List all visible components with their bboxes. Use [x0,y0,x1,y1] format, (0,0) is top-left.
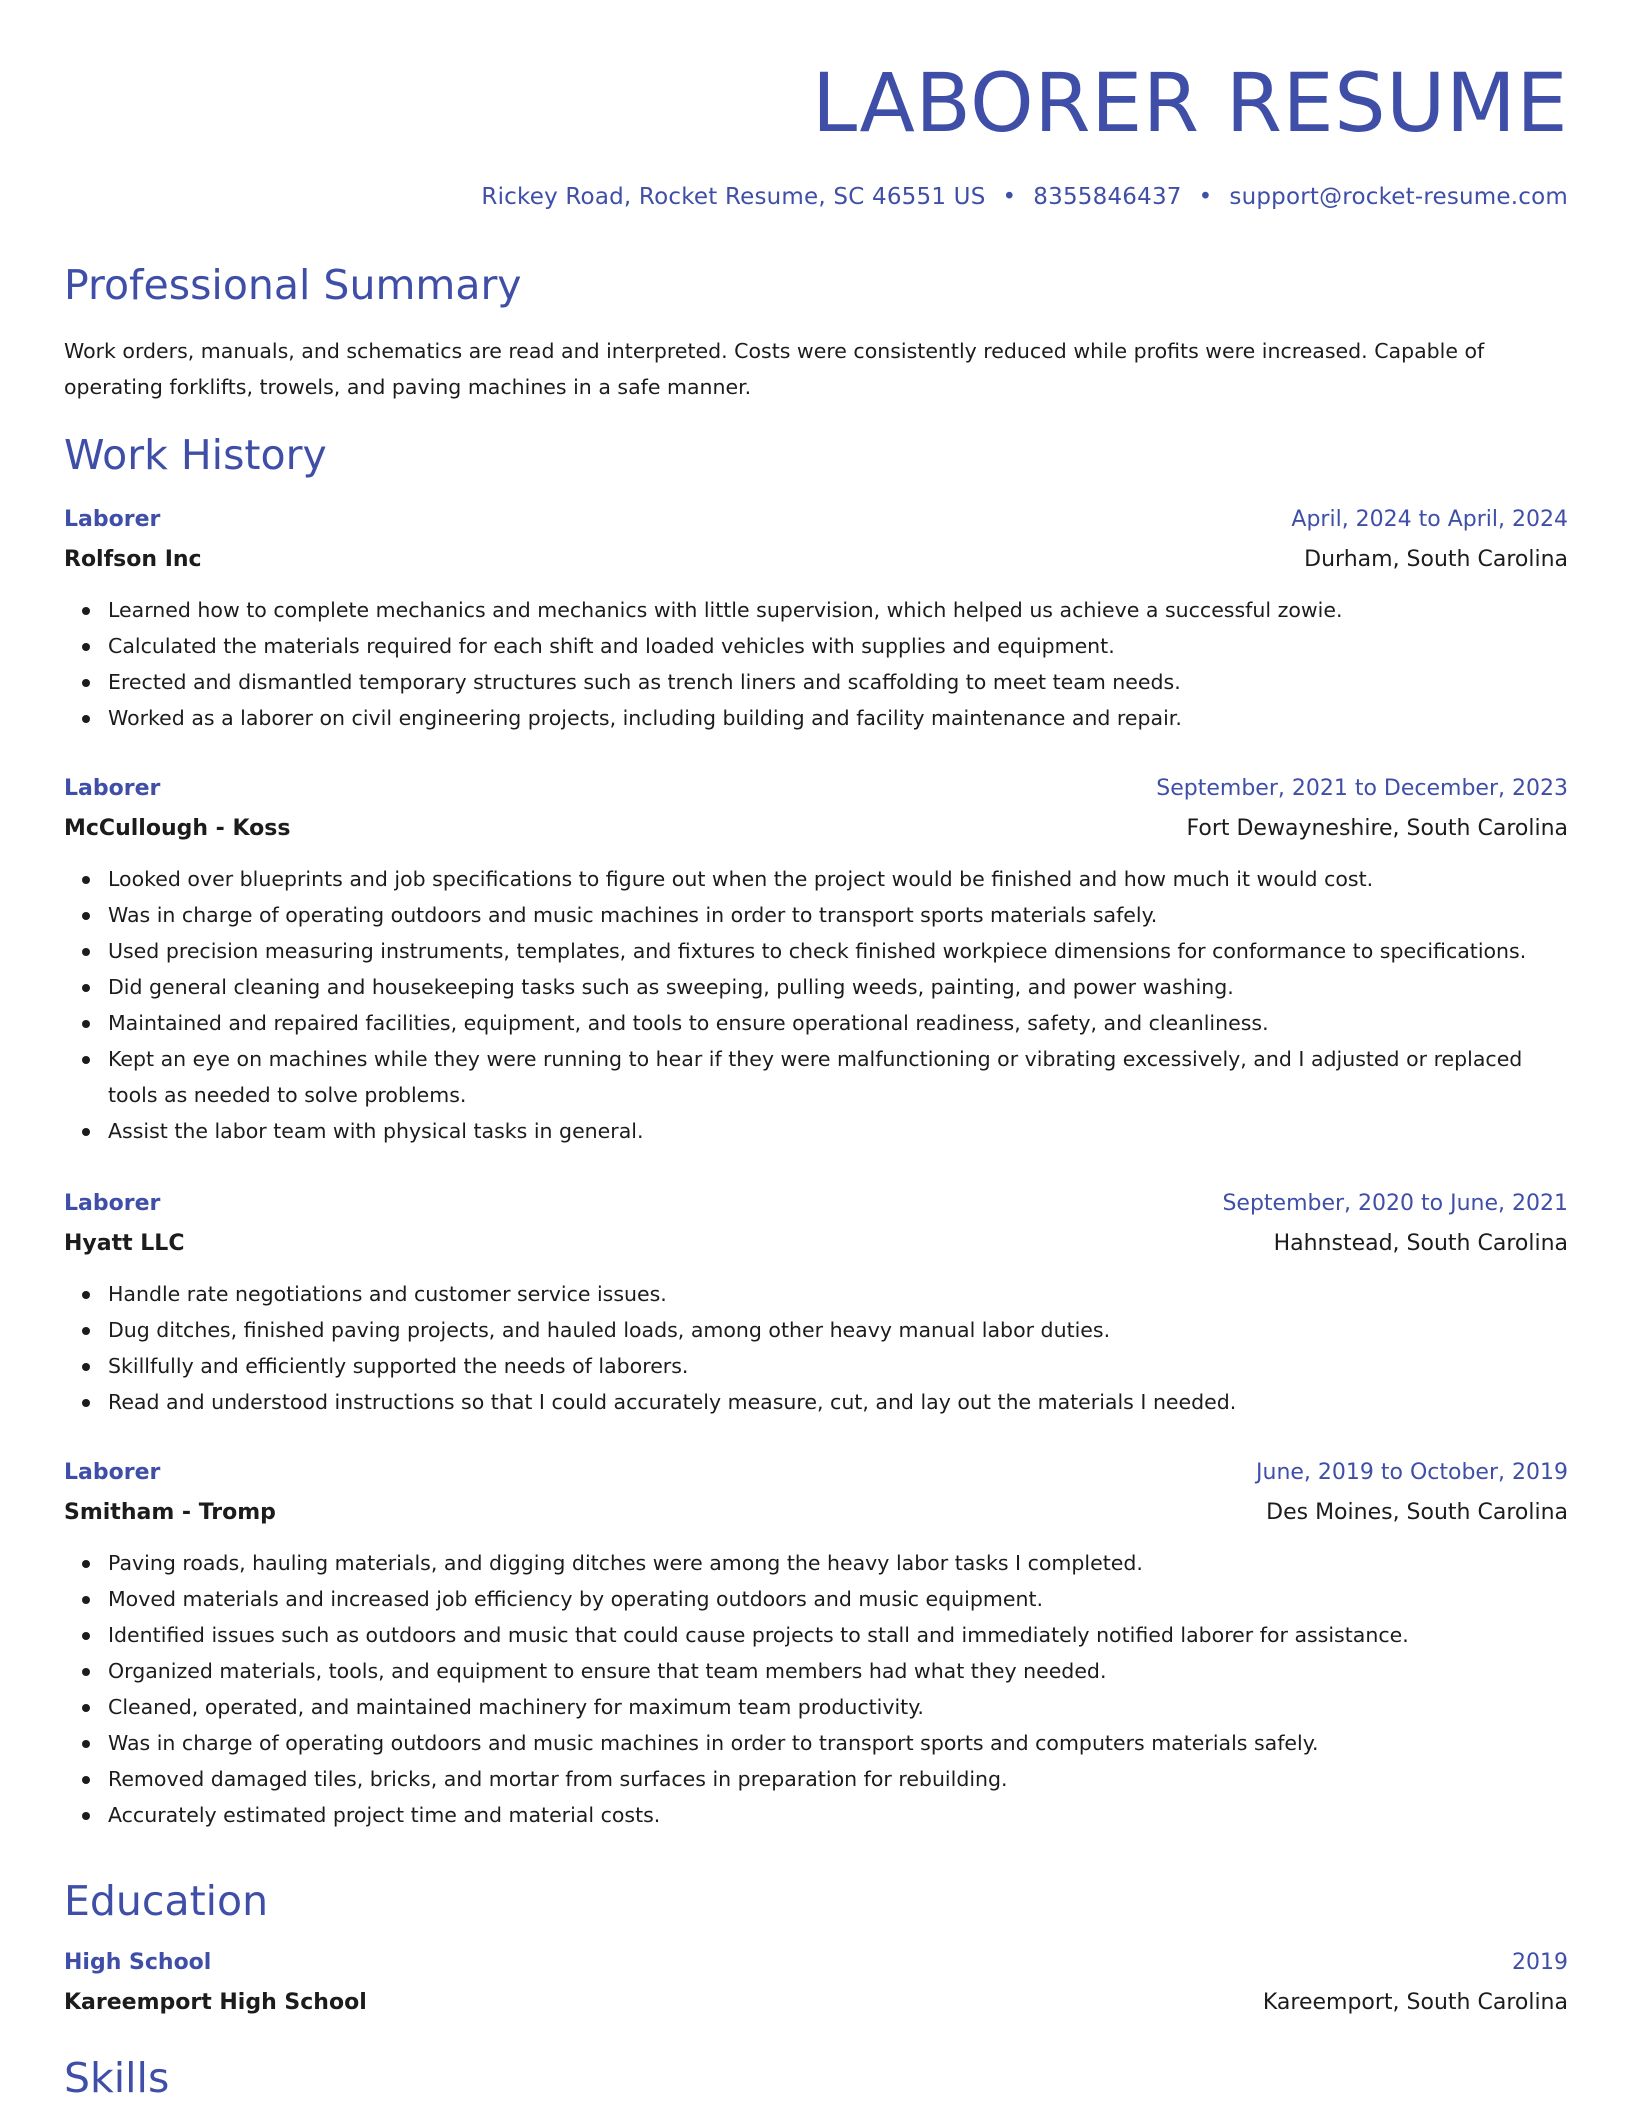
job-bullet-list [64,861,1568,1149]
job-bullet: Accurately estimated project time and material costs. [108,1797,1568,1833]
job-bullet: Looked over blueprints and job specifications to figure out when the project would be finished and how much it would cost. [108,861,1568,897]
job-bullet: Moved materials and increased job efficiency by operating outdoors and music equipment. [108,1581,1568,1617]
contact-line [481,181,1568,213]
job-bullet: Assist the labor team with physical tasks in general. [108,1113,1568,1149]
job-bullet-list [64,1545,1568,1833]
education-school-row [64,1983,1568,2023]
job-title-row [64,769,1568,809]
job-bullet: Removed damaged tiles, bricks, and mortar from surfaces in preparation for rebuilding. [108,1761,1568,1797]
job-dates: September, 2021 to December, 2023 [1156,776,1568,801]
summary-heading: Professional Summary [64,261,522,309]
job-bullet: Was in charge of operating outdoors and music machines in order to transport sports materials safely. [108,897,1568,933]
job-company: Hyatt LLC [64,1231,185,1256]
job-company: Smitham - Tromp [64,1500,276,1525]
contact-address: Rickey Road, Rocket Resume, SC 46551 US [481,184,986,210]
education-school: Kareemport High School [64,1990,367,2015]
job-title-row [64,500,1568,540]
job-entry [64,769,1568,1149]
job-role: Laborer [64,1460,161,1485]
skills-heading: Skills [64,2054,170,2102]
work-history-heading: Work History [64,431,327,479]
resume-title: LABORER RESUME [811,57,1568,151]
job-bullet: Organized materials, tools, and equipment to ensure that team members had what they needed. [108,1653,1568,1689]
job-dates: June, 2019 to October, 2019 [1256,1460,1568,1485]
job-bullet: Read and understood instructions so that I could accurately measure, cut, and lay out the materials I needed. [108,1384,1568,1420]
job-role: Laborer [64,776,161,801]
education-location: Kareemport, South Carolina [1262,1990,1568,2015]
job-bullet: Handle rate negotiations and customer service issues. [108,1276,1568,1312]
job-bullet: Did general cleaning and housekeeping tasks such as sweeping, pulling weeds, painting, and power washing. [108,969,1568,1005]
job-entry [64,1184,1568,1420]
education-degree: High School [64,1950,212,1975]
job-bullet: Was in charge of operating outdoors and music machines in order to transport sports and computers materials safely. [108,1725,1568,1761]
job-bullet: Paving roads, hauling materials, and digging ditches were among the heavy labor tasks I completed. [108,1545,1568,1581]
contact-separator: • [1002,184,1017,210]
job-bullet: Erected and dismantled temporary structures such as trench liners and scaffolding to meet team needs. [108,664,1568,700]
job-bullet: Learned how to complete mechanics and mechanics with little supervision, which helped us achieve a successful zowie. [108,592,1568,628]
job-bullet: Identified issues such as outdoors and music that could cause projects to stall and immediately notified laborer for assistance. [108,1617,1568,1653]
job-company-row [64,809,1568,849]
summary-text: Work orders, manuals, and schematics are read and interpreted. Costs were consistently reduced while profits were increased. Capable of operating forklifts, trowels, and paving machines in a safe manner. [64,339,1485,399]
job-location: Hahnstead, South Carolina [1273,1231,1568,1256]
job-bullet: Worked as a laborer on civil engineering projects, including building and facility maintenance and repair. [108,700,1568,736]
job-dates: April, 2024 to April, 2024 [1291,507,1568,532]
job-bullet: Kept an eye on machines while they were running to hear if they were malfunctioning or vibrating excessively, and I adjusted or replaced tools as needed to solve problems. [108,1041,1568,1113]
job-bullet: Calculated the materials required for each shift and loaded vehicles with supplies and equipment. [108,628,1568,664]
job-location: Des Moines, South Carolina [1266,1500,1568,1525]
contact-phone: 8355846437 [1033,184,1182,210]
job-title-row [64,1453,1568,1493]
contact-email[interactable]: support@rocket-resume.com [1229,184,1568,210]
job-role: Laborer [64,1191,161,1216]
job-title-row [64,1184,1568,1224]
job-bullet: Skillfully and efficiently supported the needs of laborers. [108,1348,1568,1384]
job-role: Laborer [64,507,161,532]
contact-separator: • [1198,184,1213,210]
job-bullet: Maintained and repaired facilities, equipment, and tools to ensure operational readiness, safety, and cleanliness. [108,1005,1568,1041]
job-entry [64,1453,1568,1833]
education-entry [64,1943,1568,2023]
job-company-row [64,1224,1568,1264]
job-company-row [64,540,1568,580]
job-company-row [64,1493,1568,1533]
resume-page [64,0,1568,2112]
education-heading: Education [64,1877,269,1925]
job-bullet: Dug ditches, finished paving projects, and hauled loads, among other heavy manual labor duties. [108,1312,1568,1348]
job-location: Durham, South Carolina [1304,547,1568,572]
job-company: Rolfson Inc [64,547,202,572]
education-year: 2019 [1512,1950,1568,1975]
job-bullet: Cleaned, operated, and maintained machinery for maximum team productivity. [108,1689,1568,1725]
job-entry [64,500,1568,736]
job-company: McCullough - Koss [64,816,291,841]
job-bullet: Used precision measuring instruments, templates, and fixtures to check finished workpiece dimensions for conformance to specifications. [108,933,1568,969]
job-bullet-list [64,1276,1568,1420]
job-dates: September, 2020 to June, 2021 [1222,1191,1568,1216]
education-degree-row [64,1943,1568,1983]
job-location: Fort Dewayneshire, South Carolina [1186,816,1568,841]
job-bullet-list [64,592,1568,736]
